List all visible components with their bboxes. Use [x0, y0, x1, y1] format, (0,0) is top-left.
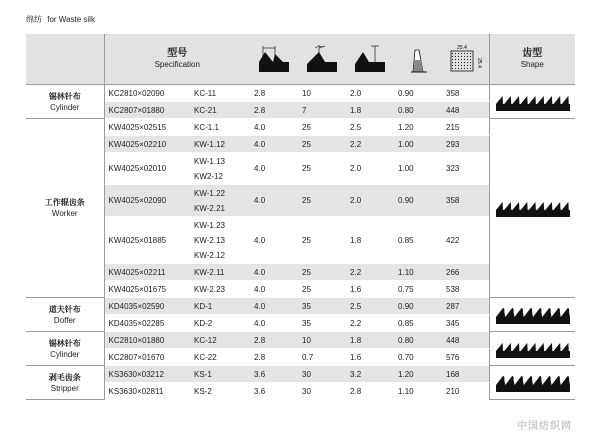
- cell-model: [190, 102, 250, 119]
- header-height: [346, 34, 394, 85]
- cell-angle: 25: [298, 264, 346, 281]
- cell-thickness: 1.20: [394, 119, 442, 136]
- model-name: KC-22: [194, 352, 217, 362]
- cell-spec: KC2807×01880: [104, 102, 190, 119]
- header-shape-en: Shape: [520, 60, 544, 69]
- cell-thickness: 0.85: [394, 315, 442, 332]
- cell-height: 1.8: [346, 217, 394, 264]
- cell-spec: KW4025×02515: [104, 119, 190, 136]
- cell-spec: KC2807×01670: [104, 349, 190, 366]
- angle-diagram-icon: [305, 44, 339, 74]
- table-row: [26, 332, 575, 349]
- cell-density: 168: [442, 366, 489, 383]
- group-name-en: Doffer: [53, 315, 76, 325]
- header-shape: [489, 34, 575, 85]
- model-name: KW-1.12: [194, 139, 225, 149]
- cell-model: [190, 119, 250, 136]
- cell-angle: 25: [298, 217, 346, 264]
- cell-angle: 35: [298, 315, 346, 332]
- cell-thickness: 0.90: [394, 298, 442, 315]
- cell-height: 2.5: [346, 119, 394, 136]
- cell-pitch: 4.0: [250, 185, 298, 217]
- header-pitch: [250, 34, 298, 85]
- cell-height: 2.2: [346, 264, 394, 281]
- cell-thickness: 0.80: [394, 332, 442, 349]
- group-shape: [489, 119, 575, 298]
- cell-thickness: 0.85: [394, 217, 442, 264]
- header-spec-en: Specification: [154, 60, 200, 69]
- cell-angle: 30: [298, 366, 346, 383]
- table-row: [26, 119, 575, 136]
- model-name: KC-11: [194, 88, 217, 98]
- group-name: [26, 85, 104, 119]
- cell-angle: 25: [298, 119, 346, 136]
- cell-thickness: 1.10: [394, 264, 442, 281]
- cell-model: [190, 383, 250, 400]
- cell-model: [190, 298, 250, 315]
- cell-spec: KW4025×02090: [104, 185, 190, 217]
- height-diagram-icon: [353, 44, 387, 74]
- thickness-diagram-icon: [401, 44, 435, 74]
- model-name: KW-2.23: [194, 284, 225, 294]
- cell-height: 1.8: [346, 102, 394, 119]
- cell-angle: 25: [298, 185, 346, 217]
- group-name-en: Worker: [51, 209, 78, 218]
- header-spec-cn: 型号: [167, 48, 188, 59]
- model-name: KW-1.22: [194, 188, 225, 198]
- cell-pitch: 4.0: [250, 264, 298, 281]
- group-name-cn: 道夫针布: [48, 304, 81, 314]
- cell-spec: KC2810×02090: [104, 85, 190, 102]
- pitch-diagram-icon: [257, 44, 291, 74]
- cell-density: 422: [442, 217, 489, 264]
- table-row: [26, 366, 575, 383]
- cell-pitch: 2.8: [250, 102, 298, 119]
- cell-model: [190, 366, 250, 383]
- cell-density: 538: [442, 281, 489, 298]
- spec-table: [26, 34, 575, 400]
- page-title-cn: 绵纺: [26, 15, 42, 24]
- cell-pitch: 4.0: [250, 217, 298, 264]
- cell-angle: 0.7: [298, 349, 346, 366]
- cell-density: 358: [442, 185, 489, 217]
- header-thickness: [394, 34, 442, 85]
- density-width-label: 25.4: [457, 45, 468, 51]
- cell-spec: KC2810×01880: [104, 332, 190, 349]
- cell-density: 266: [442, 264, 489, 281]
- cell-angle: 35: [298, 298, 346, 315]
- cell-height: 1.8: [346, 332, 394, 349]
- hooked-teeth-icon: [496, 306, 570, 324]
- cell-spec: KW4025×02210: [104, 136, 190, 153]
- cell-pitch: 4.0: [250, 136, 298, 153]
- cell-spec: KS3630×02811: [104, 383, 190, 400]
- cell-angle: 25: [298, 153, 346, 185]
- cell-angle: 25: [298, 281, 346, 298]
- group-shape: [489, 366, 575, 400]
- cell-pitch: 4.0: [250, 315, 298, 332]
- cell-pitch: 2.8: [250, 349, 298, 366]
- hooked-teeth-icon: [496, 374, 570, 392]
- spec-table-body: [26, 85, 575, 400]
- model-name: KW-2.21: [194, 203, 225, 213]
- cell-height: 1.6: [346, 349, 394, 366]
- cell-model: [190, 349, 250, 366]
- cell-thickness: 0.75: [394, 281, 442, 298]
- cell-pitch: 4.0: [250, 281, 298, 298]
- cell-model: [190, 332, 250, 349]
- model-name: KC-12: [194, 335, 217, 345]
- header-shape-cn: 齿型: [522, 48, 543, 59]
- page-title: [26, 14, 95, 25]
- cell-pitch: 4.0: [250, 119, 298, 136]
- cell-density: 448: [442, 102, 489, 119]
- group-name-cn: 锡林针布: [48, 338, 81, 348]
- cell-model: [190, 185, 250, 217]
- cell-height: 2.5: [346, 298, 394, 315]
- cell-pitch: 2.8: [250, 85, 298, 102]
- cell-spec: KS3630×03212: [104, 366, 190, 383]
- group-shape: [489, 85, 575, 119]
- sawtooth-teeth-icon: [496, 199, 570, 217]
- group-name-en: Cylinder: [50, 349, 80, 359]
- model-name: KD-1: [194, 301, 213, 311]
- cell-height: 2.0: [346, 85, 394, 102]
- cell-model: [190, 136, 250, 153]
- model-name: KC-21: [194, 105, 217, 115]
- table-row: [26, 298, 575, 315]
- sawtooth-teeth-icon: [496, 340, 570, 358]
- cell-model: [190, 217, 250, 264]
- group-name-cn: 工作辊齿条: [44, 198, 85, 207]
- cell-spec: KW4025×01885: [104, 217, 190, 264]
- model-name: KS-1: [194, 369, 212, 379]
- cell-angle: 30: [298, 383, 346, 400]
- cell-thickness: 0.70: [394, 349, 442, 366]
- model-name: KW-1.23: [194, 220, 225, 230]
- header-name-cell: [26, 34, 104, 85]
- header-angle: [298, 34, 346, 85]
- group-name: [26, 366, 104, 400]
- cell-density: 287: [442, 298, 489, 315]
- group-name-en: Stripper: [50, 383, 79, 393]
- cell-thickness: 0.80: [394, 102, 442, 119]
- cell-model: [190, 315, 250, 332]
- cell-density: 358: [442, 85, 489, 102]
- cell-thickness: 1.00: [394, 153, 442, 185]
- cell-density: 448: [442, 332, 489, 349]
- page-title-en: for Waste silk: [47, 15, 95, 24]
- cell-angle: 10: [298, 332, 346, 349]
- cell-model: [190, 85, 250, 102]
- cell-height: 2.2: [346, 136, 394, 153]
- cell-angle: 10: [298, 85, 346, 102]
- cell-pitch: 2.8: [250, 332, 298, 349]
- cell-model: [190, 264, 250, 281]
- cell-pitch: 3.6: [250, 366, 298, 383]
- model-name: KW-1.13: [194, 156, 225, 166]
- group-name: [26, 332, 104, 366]
- cell-spec: KW4025×02211: [104, 264, 190, 281]
- cell-density: 345: [442, 315, 489, 332]
- cell-spec: KW4025×01675: [104, 281, 190, 298]
- model-name: KW2-12: [194, 171, 223, 181]
- cell-spec: KW4025×02010: [104, 153, 190, 185]
- header-row: [26, 34, 575, 85]
- model-name: KD-2: [194, 318, 213, 328]
- model-name: KS-2: [194, 386, 212, 396]
- group-name-en: Cylinder: [50, 102, 80, 112]
- cell-density: 293: [442, 136, 489, 153]
- group-shape: [489, 298, 575, 332]
- cell-angle: 7: [298, 102, 346, 119]
- cell-height: 1.6: [346, 281, 394, 298]
- cell-height: 3.2: [346, 366, 394, 383]
- cell-pitch: 3.6: [250, 383, 298, 400]
- group-name-cn: 锡林针布: [48, 91, 81, 101]
- cell-thickness: 1.10: [394, 383, 442, 400]
- model-name: KC-1.1: [194, 122, 219, 132]
- cell-thickness: 1.20: [394, 366, 442, 383]
- cell-pitch: 4.0: [250, 298, 298, 315]
- cell-thickness: 1.00: [394, 136, 442, 153]
- group-name: [26, 119, 104, 298]
- cell-thickness: 0.90: [394, 85, 442, 102]
- cell-spec: KD4035×02590: [104, 298, 190, 315]
- cell-density: 215: [442, 119, 489, 136]
- model-name: KW-2.11: [194, 267, 225, 277]
- group-shape: [489, 332, 575, 366]
- header-spec: [104, 34, 250, 85]
- cell-height: 2.0: [346, 185, 394, 217]
- density-height-label: 25.4: [476, 58, 483, 68]
- cell-model: [190, 153, 250, 185]
- model-name: KW-2.13: [194, 235, 225, 245]
- sawtooth-teeth-icon: [496, 93, 570, 111]
- table-row: [26, 85, 575, 102]
- cell-density: 323: [442, 153, 489, 185]
- cell-spec: KD4035×02285: [104, 315, 190, 332]
- header-density: [442, 34, 489, 85]
- cell-angle: 25: [298, 136, 346, 153]
- cell-thickness: 0.90: [394, 185, 442, 217]
- cell-model: [190, 281, 250, 298]
- cell-height: 2.2: [346, 315, 394, 332]
- cell-density: 210: [442, 383, 489, 400]
- group-name: [26, 298, 104, 332]
- cell-density: 576: [442, 349, 489, 366]
- model-name: KW-2.12: [194, 250, 225, 260]
- watermark: 中国纺织网: [517, 421, 572, 432]
- cell-height: 2.8: [346, 383, 394, 400]
- cell-pitch: 4.0: [250, 153, 298, 185]
- cell-height: 2.0: [346, 153, 394, 185]
- density-diagram-icon: [445, 43, 485, 75]
- group-name-cn: 剥毛齿条: [48, 372, 81, 382]
